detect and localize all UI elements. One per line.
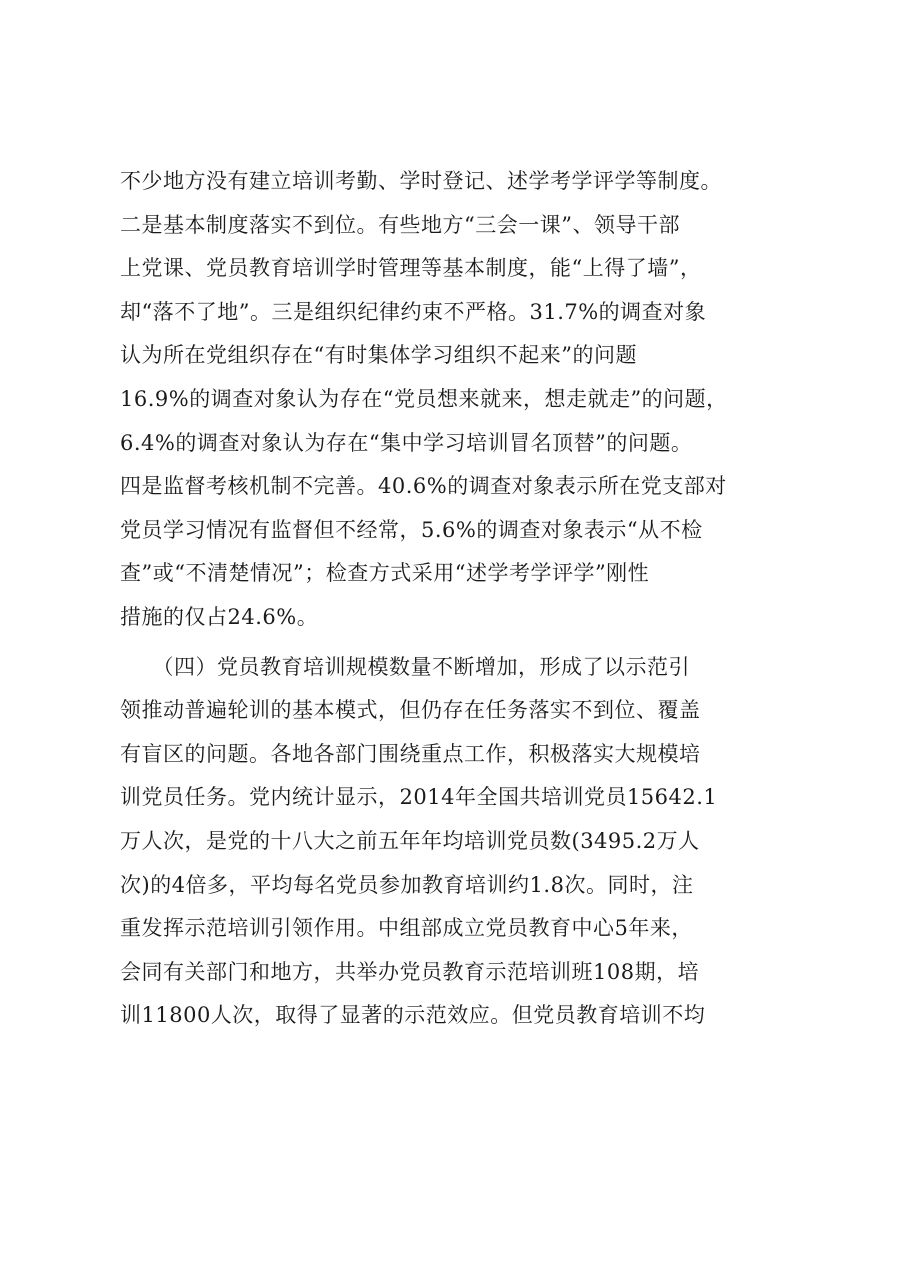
text-line: 有盲区的问题。各地各部门围绕重点工作，积极落实大规模培 — [120, 741, 701, 766]
text-line: 重发挥示范培训引领作用。中组部成立党员教育中心5年来， — [120, 916, 693, 941]
body-text — [120, 160, 810, 1038]
text-line: 二是基本制度落实不到位。有些地方“三会一课”、领导干部 — [120, 212, 680, 237]
text-line: 认为所在党组织存在“有时集体学习组织不起来”的问题 — [120, 343, 637, 368]
text-line: 6.4%的调查对象认为存在“集中学习培训冒名顶替”的问题。 — [120, 430, 693, 455]
text-line: 措施的仅占24.6%。 — [120, 604, 319, 629]
text-line: 训11800人次，取得了显著的示范效应。但党员教育培训不均 — [120, 1003, 706, 1028]
text-line: 却“落不了地”。三是组织纪律约束不严格。31.7%的调查对象 — [120, 299, 707, 324]
text-line: （四）党员教育培训规模数量不断增加，形成了以示范引 — [120, 654, 690, 679]
text-line: 训党员任务。党内统计显示，2014年全国共培训党员15642.1 — [120, 785, 718, 810]
text-line: 会同有关部门和地方，共举办党员教育示范培训班108期，培 — [120, 959, 700, 984]
text-line: 不少地方没有建立培训考勤、学时登记、述学考学评学等制度。 — [120, 169, 722, 193]
text-line: 次)的4倍多，平均每名党员参加教育培训约1.8次。同时，注 — [120, 872, 694, 897]
text-line: 万人次，是党的十八大之前五年年均培训党员数(3495.2万人 — [120, 828, 700, 853]
text-line: 领推动普遍轮训的基本模式，但仍存在任务落实不到位、覆盖 — [120, 698, 701, 723]
text-line: 四是监督考核机制不完善。40.6%的调查对象表示所在党支部对 — [120, 474, 727, 499]
text-line: 上党课、党员教育培训学时管理等基本制度，能“上得了墙”， — [120, 256, 702, 281]
text-line: 16.9%的调查对象认为存在“党员想来就来，想走就走”的问题， — [120, 386, 728, 411]
text-line: 党员学习情况有监督但不经常，5.6%的调查对象表示“从不检 — [120, 517, 703, 542]
text-line: 查”或“不清楚情况”；检查方式采用“述学考学评学”刚性 — [120, 561, 650, 586]
